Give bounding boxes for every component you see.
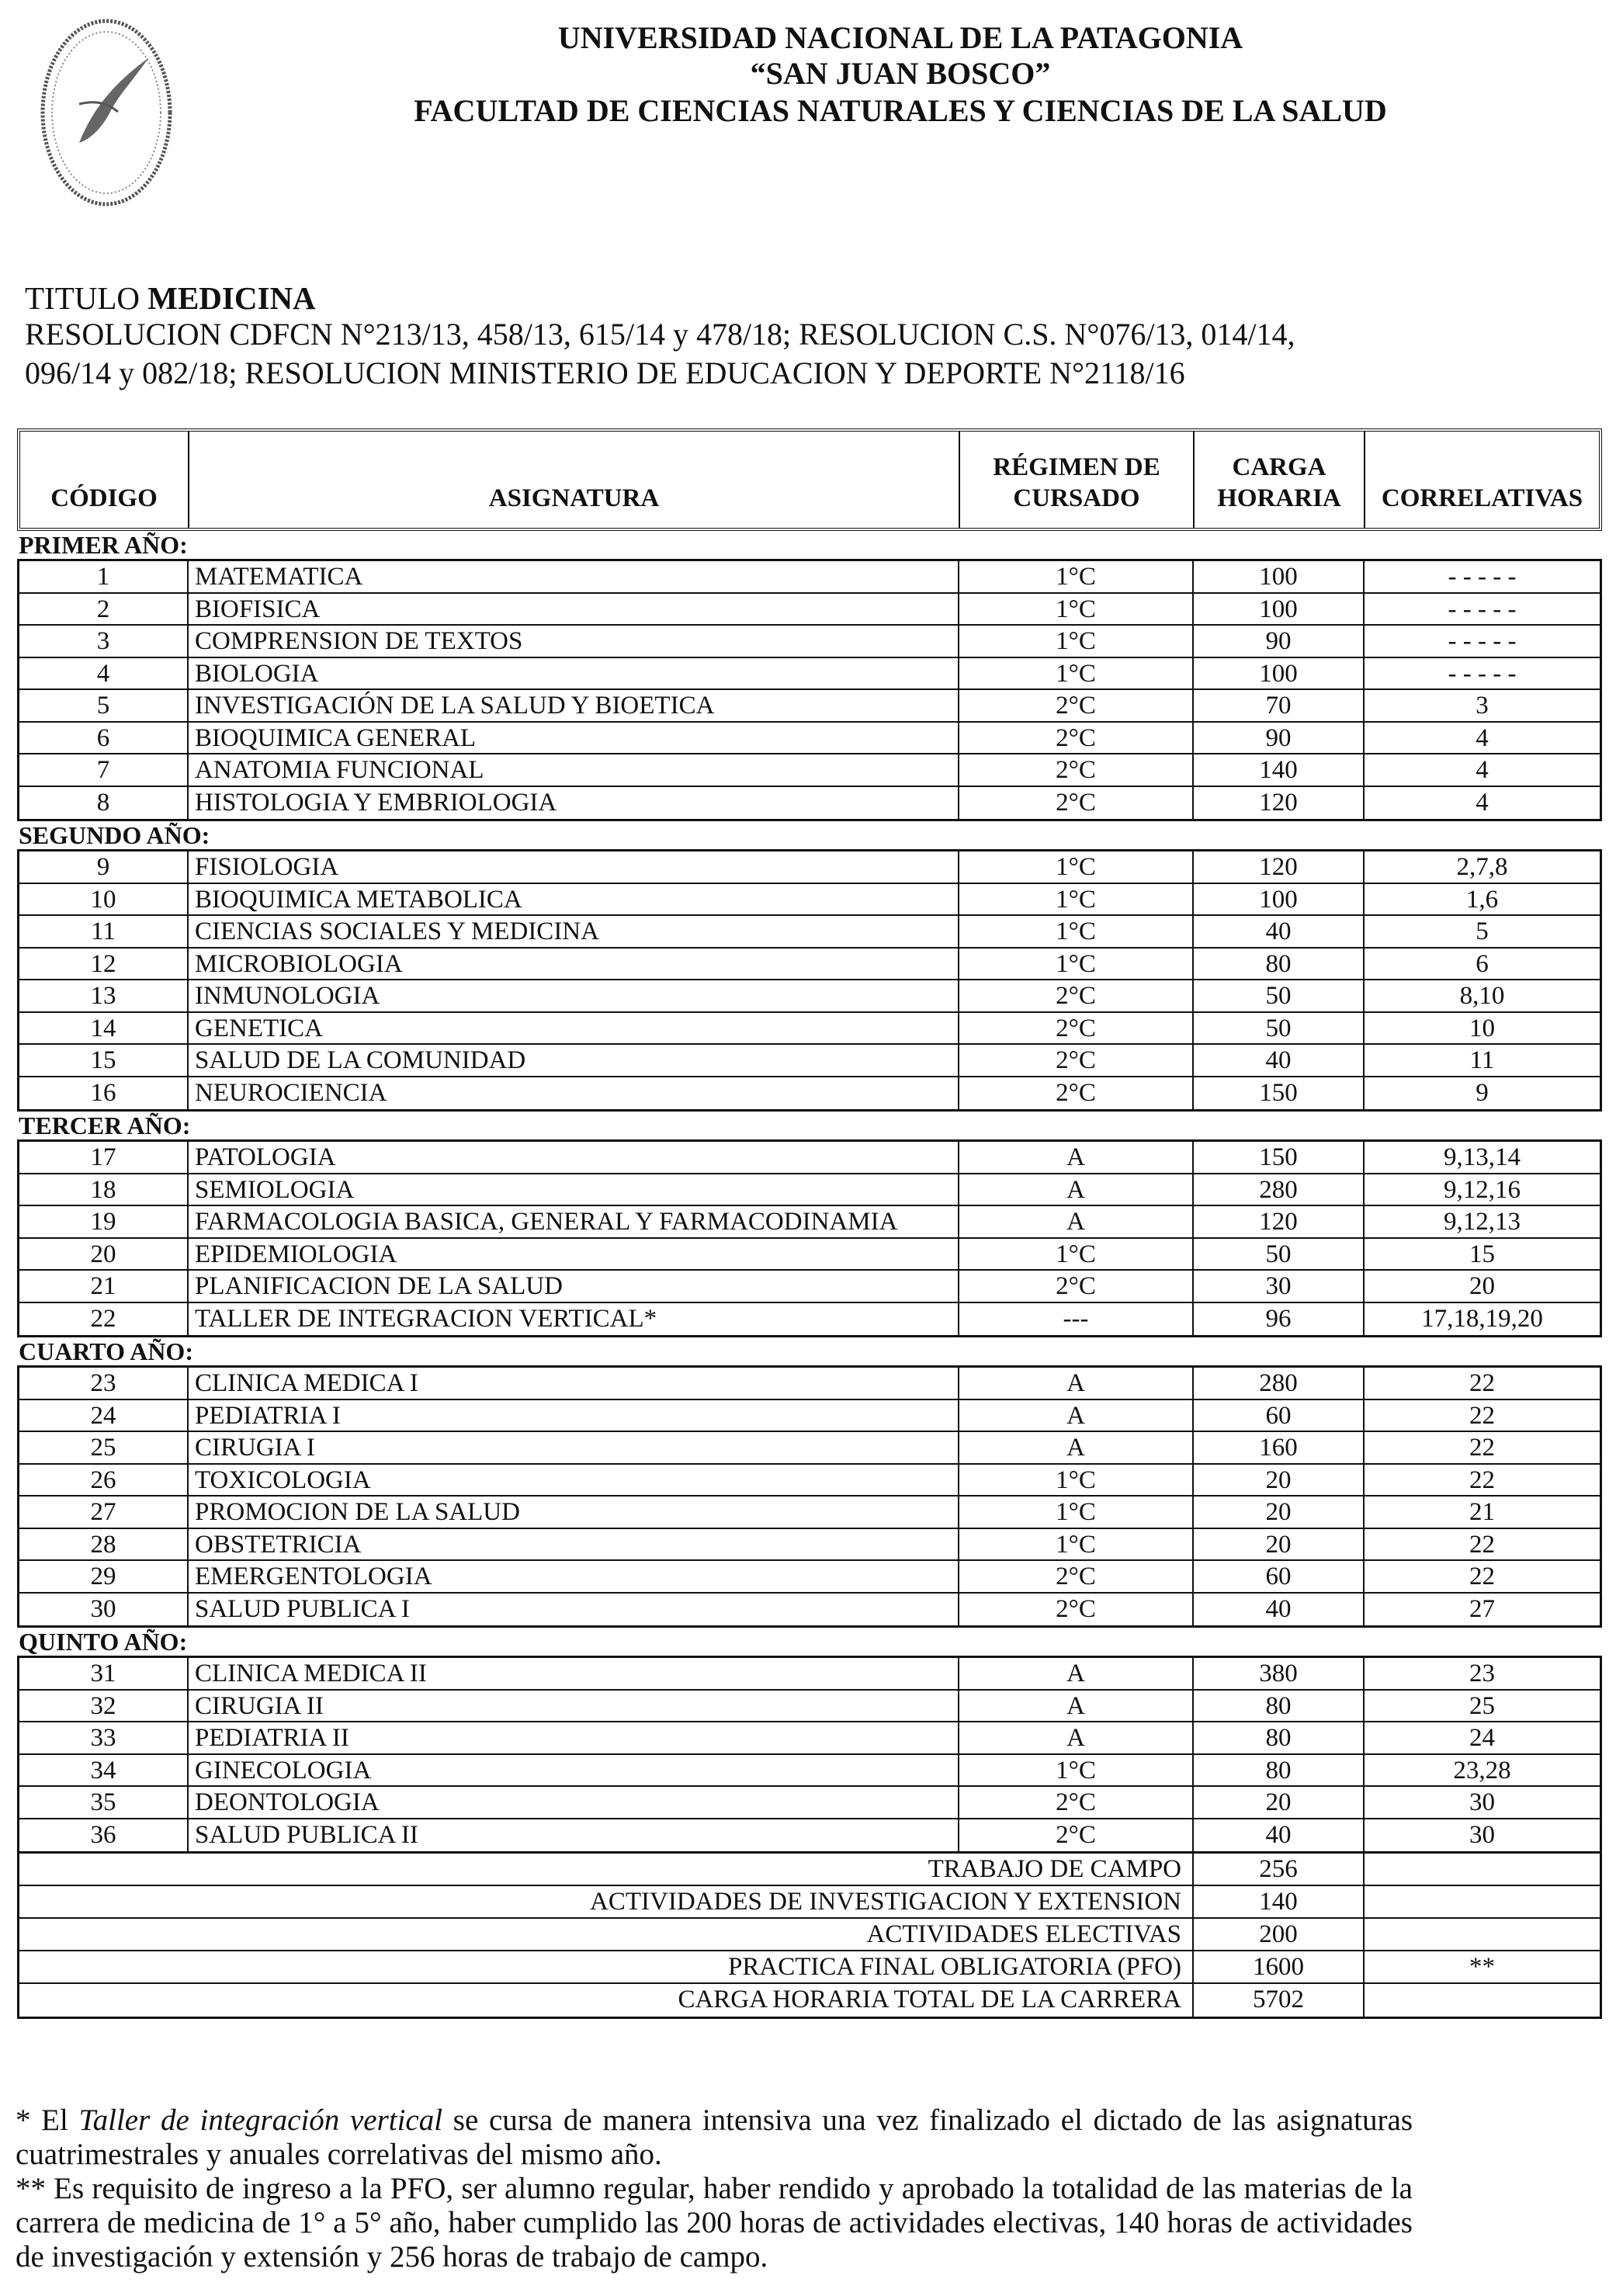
cell-carga: 120: [1194, 787, 1365, 820]
cell-codigo: 13: [19, 980, 189, 1011]
cell-asignatura: BIOQUIMICA GENERAL: [189, 723, 959, 754]
cell-carga: 80: [1194, 1755, 1365, 1786]
table-row: [19, 1077, 1600, 1110]
table-row: [19, 723, 1600, 755]
totals-correlativas: [1365, 1919, 1600, 1950]
table-row: [19, 1722, 1600, 1755]
cell-asignatura: SALUD DE LA COMUNIDAD: [189, 1045, 959, 1076]
cell-codigo: 28: [19, 1529, 189, 1560]
cell-asignatura: NEUROCIENCIA: [189, 1077, 959, 1110]
cell-regimen: A: [959, 1722, 1194, 1753]
col-regimen-line-2: CURSADO: [1013, 484, 1140, 512]
table-row: [19, 787, 1600, 820]
cell-regimen: 2°C: [959, 1077, 1194, 1110]
footnote-1-italic: Taller de integración vertical: [78, 2104, 443, 2137]
cell-correlativas: 23,28: [1453, 1756, 1511, 1784]
faculty-name: FACULTAD DE CIENCIAS NATURALES Y CIENCIAS DE LA SALUD: [414, 93, 1387, 128]
cell-regimen: A: [959, 1174, 1194, 1205]
col-regimen-line-1: RÉGIMEN DE: [993, 453, 1160, 481]
cell-codigo: 33: [19, 1722, 189, 1753]
cell-carga: 280: [1194, 1174, 1365, 1205]
cell-regimen: 2°C: [959, 1594, 1194, 1626]
totals-table: [17, 1854, 1602, 2019]
cell-asignatura: CIRUGIA I: [189, 1432, 959, 1463]
cell-asignatura: HISTOLOGIA Y EMBRIOLOGIA: [189, 787, 959, 820]
cell-correlativas: 22: [1469, 1562, 1495, 1590]
cell-carga: 40: [1194, 916, 1365, 947]
cell-asignatura: EMERGENTOLOGIA: [189, 1561, 959, 1592]
cell-carga: 100: [1194, 594, 1365, 625]
table-row: [19, 1658, 1600, 1691]
cell-correlativas: 9: [1476, 1078, 1489, 1107]
table-row: [19, 1013, 1600, 1046]
cell-codigo: 23: [19, 1368, 189, 1399]
study-plan-table: [17, 428, 1602, 2019]
totals-correlativas: [1365, 1886, 1600, 1917]
cell-correlativas: - - - - -: [1448, 627, 1517, 655]
cell-carga: 120: [1194, 851, 1365, 883]
cell-correlativas: 22: [1469, 1369, 1495, 1397]
cell-asignatura: DEONTOLOGIA: [189, 1787, 959, 1818]
table-row: [19, 1239, 1600, 1271]
cell-carga: 100: [1194, 884, 1365, 915]
cell-carga: 150: [1194, 1142, 1365, 1173]
cell-asignatura: ANATOMIA FUNCIONAL: [189, 754, 959, 786]
footnote-1: [16, 2104, 1413, 2172]
cell-correlativas: 22: [1469, 1530, 1495, 1559]
cell-regimen: A: [959, 1400, 1194, 1431]
footnote-1-text: se cursa de manera intensiva una vez finalizado el dictado de las asignaturas cuatrimestrales y anuales correlativas del mismo año.: [16, 2104, 1413, 2171]
footnote-1-marker: * El: [16, 2104, 79, 2137]
cell-asignatura: EPIDEMIOLOGIA: [189, 1239, 959, 1270]
cell-asignatura: BIOQUIMICA METABOLICA: [189, 884, 959, 915]
cell-correlativas: 23: [1469, 1660, 1495, 1687]
cell-correlativas: 20: [1469, 1272, 1495, 1300]
cell-regimen: 2°C: [959, 723, 1194, 754]
year-sections: [17, 531, 1602, 1854]
cell-carga: 380: [1194, 1658, 1365, 1689]
year-section-label: CUARTO AÑO:: [17, 1337, 1602, 1368]
cell-asignatura: PATOLOGIA: [189, 1142, 959, 1173]
cell-asignatura: SEMIOLOGIA: [189, 1174, 959, 1205]
table-row: [19, 1819, 1600, 1852]
cell-codigo: 1: [19, 561, 189, 592]
cell-asignatura: BIOFISICA: [189, 594, 959, 625]
cell-asignatura: CLINICA MEDICA II: [189, 1658, 959, 1689]
cell-correlativas: - - - - -: [1448, 595, 1517, 623]
cell-regimen: 1°C: [959, 949, 1194, 980]
cell-codigo: 12: [19, 949, 189, 980]
cell-carga: 20: [1194, 1529, 1365, 1560]
cell-carga: 20: [1194, 1465, 1365, 1496]
cell-correlativas: 30: [1469, 1820, 1495, 1849]
cell-carga: 90: [1194, 723, 1365, 754]
cell-asignatura: COMPRENSION DE TEXTOS: [189, 626, 959, 657]
col-carga-line-1: CARGA: [1232, 453, 1326, 481]
cell-asignatura: FARMACOLOGIA BASICA, GENERAL Y FARMACODINAMIA: [189, 1206, 959, 1237]
resolution-text: [25, 315, 1577, 393]
cell-regimen: 2°C: [959, 1271, 1194, 1302]
cell-correlativas: - - - - -: [1448, 659, 1517, 688]
cell-carga: 40: [1194, 1819, 1365, 1852]
cell-regimen: 2°C: [959, 1013, 1194, 1044]
table-row: [19, 1529, 1600, 1562]
cell-codigo: 14: [19, 1013, 189, 1044]
cell-codigo: 4: [19, 658, 189, 689]
cell-regimen: 1°C: [959, 1465, 1194, 1496]
cell-asignatura: GENETICA: [189, 1013, 959, 1044]
col-codigo: CÓDIGO: [20, 432, 189, 528]
cell-asignatura: INVESTIGACIÓN DE LA SALUD Y BIOETICA: [189, 690, 959, 721]
cell-codigo: 32: [19, 1691, 189, 1722]
cell-codigo: 22: [19, 1303, 189, 1336]
cell-carga: 80: [1194, 1722, 1365, 1753]
table-row: [19, 626, 1600, 658]
cell-carga: 80: [1194, 1691, 1365, 1722]
totals-row: [19, 1984, 1600, 2017]
cell-regimen: 1°C: [959, 594, 1194, 625]
cell-asignatura: SALUD PUBLICA II: [189, 1819, 959, 1852]
footnote-2: ** Es requisito de ingreso a la PFO, ser alumno regular, haber rendido y aprobado la totalidad de las materias de la carrera de medicina de 1° a 5° año, haber cumplido las 200 horas de actividades electivas, 140 horas de actividades de investigación y extensión y 256 horas de trabajo de campo.: [16, 2172, 1413, 2273]
cell-codigo: 36: [19, 1819, 189, 1852]
col-carga: [1195, 432, 1365, 528]
cell-correlativas: 10: [1469, 1014, 1495, 1042]
cell-correlativas: 4: [1476, 723, 1489, 752]
cell-correlativas: 22: [1469, 1434, 1495, 1462]
totals-row: [19, 1854, 1600, 1886]
cell-regimen: 1°C: [959, 1497, 1194, 1528]
cell-regimen: 2°C: [959, 754, 1194, 786]
table-row: [19, 561, 1600, 594]
table-row: [19, 1400, 1600, 1433]
cell-carga: 20: [1194, 1787, 1365, 1818]
cell-codigo: 16: [19, 1077, 189, 1110]
table-row: [19, 1206, 1600, 1239]
cell-regimen: 1°C: [959, 1755, 1194, 1786]
cell-regimen: 1°C: [959, 658, 1194, 689]
table-row: [19, 916, 1600, 949]
cell-codigo: 10: [19, 884, 189, 915]
cell-correlativas: 30: [1469, 1788, 1495, 1816]
cell-carga: 100: [1194, 658, 1365, 689]
cell-asignatura: PEDIATRIA I: [189, 1400, 959, 1431]
cell-asignatura: PLANIFICACION DE LA SALUD: [189, 1271, 959, 1302]
totals-row: [19, 1919, 1600, 1951]
col-asignatura: ASIGNATURA: [189, 432, 960, 528]
cell-asignatura: SALUD PUBLICA I: [189, 1594, 959, 1626]
cell-correlativas: 11: [1469, 1046, 1495, 1074]
year-section-label: SEGUNDO AÑO:: [17, 821, 1602, 851]
cell-asignatura: PROMOCION DE LA SALUD: [189, 1497, 959, 1528]
table-row: [19, 1432, 1600, 1465]
cell-carga: 40: [1194, 1045, 1365, 1076]
totals-label: PRACTICA FINAL OBLIGATORIA (PFO): [19, 1951, 1194, 1982]
table-row: [19, 1142, 1600, 1174]
cell-codigo: 27: [19, 1497, 189, 1528]
cell-correlativas: 4: [1476, 756, 1489, 784]
cell-correlativas: 24: [1469, 1724, 1495, 1752]
resolution-line-2: 096/14 y 082/18; RESOLUCION MINISTERIO DE EDUCACION Y DEPORTE N°2118/16: [25, 355, 1185, 390]
table-row: [19, 1465, 1600, 1497]
cell-asignatura: FISIOLOGIA: [189, 851, 959, 883]
cell-regimen: 1°C: [959, 916, 1194, 947]
cell-asignatura: MATEMATICA: [189, 561, 959, 592]
cell-regimen: 1°C: [959, 884, 1194, 915]
totals-row: [19, 1886, 1600, 1919]
cell-correlativas: - - - - -: [1448, 563, 1517, 591]
cell-correlativas: 5: [1476, 917, 1489, 945]
cell-regimen: 1°C: [959, 851, 1194, 883]
cell-carga: 30: [1194, 1271, 1365, 1302]
cell-codigo: 3: [19, 626, 189, 657]
cell-asignatura: CIENCIAS SOCIALES Y MEDICINA: [189, 916, 959, 947]
table-row: [19, 1691, 1600, 1723]
cell-codigo: 6: [19, 723, 189, 754]
cell-regimen: A: [959, 1206, 1194, 1237]
cell-codigo: 15: [19, 1045, 189, 1076]
cell-codigo: 19: [19, 1206, 189, 1237]
totals-value: 5702: [1194, 1984, 1365, 2017]
cell-regimen: A: [959, 1691, 1194, 1722]
cell-correlativas: 22: [1469, 1465, 1495, 1494]
table-row: [19, 754, 1600, 787]
cell-correlativas: 9,12,13: [1444, 1208, 1521, 1236]
cell-regimen: 1°C: [959, 626, 1194, 657]
cell-carga: 280: [1194, 1368, 1365, 1399]
cell-asignatura: INMUNOLOGIA: [189, 980, 959, 1011]
cell-correlativas: 22: [1469, 1401, 1495, 1430]
cell-codigo: 25: [19, 1432, 189, 1463]
cell-carga: 50: [1194, 1013, 1365, 1044]
degree-title: [25, 279, 316, 317]
degree-title-prefix: TITULO: [25, 280, 148, 316]
cell-codigo: 21: [19, 1271, 189, 1302]
cell-carga: 100: [1194, 561, 1365, 592]
year-section-rows: [17, 561, 1602, 821]
table-row: [19, 1497, 1600, 1529]
totals-row: [19, 1951, 1600, 1984]
cell-correlativas: 6: [1476, 949, 1489, 978]
cell-correlativas: 9,13,14: [1444, 1143, 1521, 1171]
cell-asignatura: GINECOLOGIA: [189, 1755, 959, 1786]
totals-value: 256: [1194, 1854, 1365, 1885]
table-row: [19, 690, 1600, 723]
year-section-rows: [17, 851, 1602, 1112]
cell-correlativas: 25: [1469, 1691, 1495, 1720]
cell-codigo: 35: [19, 1787, 189, 1818]
table-row: [19, 1561, 1600, 1594]
cell-carga: 60: [1194, 1400, 1365, 1431]
cell-regimen: ---: [959, 1303, 1194, 1336]
university-seal-logo: [33, 11, 180, 214]
cell-asignatura: BIOLOGIA: [189, 658, 959, 689]
cell-regimen: 2°C: [959, 980, 1194, 1011]
cell-asignatura: OBSTETRICIA: [189, 1529, 959, 1560]
cell-regimen: 2°C: [959, 1819, 1194, 1852]
cell-regimen: 2°C: [959, 787, 1194, 820]
cell-carga: 90: [1194, 626, 1365, 657]
cell-carga: 40: [1194, 1594, 1365, 1626]
cell-codigo: 29: [19, 1561, 189, 1592]
university-subtitle: “SAN JUAN BOSCO”: [750, 56, 1051, 91]
table-row: [19, 1594, 1600, 1626]
cell-regimen: A: [959, 1432, 1194, 1463]
cell-regimen: 2°C: [959, 1045, 1194, 1076]
cell-codigo: 31: [19, 1658, 189, 1689]
cell-correlativas: 2,7,8: [1456, 853, 1508, 881]
cell-codigo: 26: [19, 1465, 189, 1496]
cell-regimen: 2°C: [959, 1561, 1194, 1592]
cell-regimen: 1°C: [959, 561, 1194, 592]
cell-codigo: 11: [19, 916, 189, 947]
university-name: UNIVERSIDAD NACIONAL DE LA PATAGONIA: [557, 20, 1243, 55]
cell-regimen: 1°C: [959, 1239, 1194, 1270]
cell-carga: 50: [1194, 1239, 1365, 1270]
totals-label: CARGA HORARIA TOTAL DE LA CARRERA: [19, 1984, 1194, 2017]
cell-regimen: 2°C: [959, 1787, 1194, 1818]
table-row: [19, 1174, 1600, 1207]
year-section-label: TERCER AÑO:: [17, 1112, 1602, 1142]
totals-value: 200: [1194, 1919, 1365, 1950]
table-row: [19, 851, 1600, 884]
cell-asignatura: TALLER DE INTEGRACION VERTICAL*: [189, 1303, 959, 1336]
cell-correlativas: 8,10: [1459, 982, 1505, 1010]
table-row: [19, 884, 1600, 917]
table-row: [19, 1368, 1600, 1400]
year-section-rows: [17, 1142, 1602, 1337]
table-row: [19, 594, 1600, 626]
cell-asignatura: PEDIATRIA II: [189, 1722, 959, 1753]
cell-correlativas: 17,18,19,20: [1421, 1304, 1543, 1333]
cell-carga: 80: [1194, 949, 1365, 980]
cell-asignatura: TOXICOLOGIA: [189, 1465, 959, 1496]
cell-codigo: 24: [19, 1400, 189, 1431]
table-row: [19, 1303, 1600, 1336]
year-section-label: QUINTO AÑO:: [17, 1628, 1602, 1658]
cell-codigo: 5: [19, 690, 189, 721]
table-row: [19, 1787, 1600, 1819]
table-row: [19, 1755, 1600, 1788]
cell-carga: 70: [1194, 690, 1365, 721]
cell-carga: 150: [1194, 1077, 1365, 1110]
footnotes: [16, 2104, 1413, 2274]
cell-regimen: 1°C: [959, 1529, 1194, 1560]
cell-regimen: A: [959, 1368, 1194, 1399]
table-row: [19, 1271, 1600, 1303]
cell-regimen: 2°C: [959, 690, 1194, 721]
cell-codigo: 9: [19, 851, 189, 883]
cell-carga: 140: [1194, 754, 1365, 786]
cell-codigo: 8: [19, 787, 189, 820]
col-carga-line-2: HORARIA: [1217, 484, 1341, 512]
cell-correlativas: 15: [1469, 1240, 1495, 1268]
cell-correlativas: 3: [1476, 692, 1489, 720]
degree-name: MEDICINA: [147, 280, 316, 316]
totals-label: ACTIVIDADES DE INVESTIGACION Y EXTENSION: [19, 1886, 1194, 1917]
cell-regimen: A: [959, 1658, 1194, 1689]
cell-codigo: 30: [19, 1594, 189, 1626]
cell-codigo: 17: [19, 1142, 189, 1173]
cell-correlativas: 27: [1469, 1594, 1495, 1623]
cell-regimen: A: [959, 1142, 1194, 1173]
cell-carga: 60: [1194, 1561, 1365, 1592]
col-correlativas: CORRELATIVAS: [1381, 484, 1583, 512]
cell-codigo: 34: [19, 1755, 189, 1786]
cell-carga: 20: [1194, 1497, 1365, 1528]
year-section-label: PRIMER AÑO:: [17, 531, 1602, 561]
cell-carga: 96: [1194, 1303, 1365, 1336]
cell-codigo: 18: [19, 1174, 189, 1205]
cell-carga: 120: [1194, 1206, 1365, 1237]
col-regimen: [960, 432, 1195, 528]
totals-correlativas: [1365, 1854, 1600, 1885]
totals-correlativas: **: [1469, 1953, 1495, 1981]
totals-value: 140: [1194, 1886, 1365, 1917]
table-header: [17, 428, 1602, 531]
year-section-rows: [17, 1658, 1602, 1854]
cell-carga: 160: [1194, 1432, 1365, 1463]
cell-correlativas: 9,12,16: [1444, 1175, 1521, 1204]
totals-value: 1600: [1194, 1951, 1365, 1982]
table-row: [19, 1045, 1600, 1077]
cell-asignatura: CIRUGIA II: [189, 1691, 959, 1722]
cell-carga: 50: [1194, 980, 1365, 1011]
table-row: [19, 658, 1600, 691]
cell-correlativas: 4: [1476, 788, 1489, 817]
totals-correlativas: [1365, 1984, 1600, 2017]
cell-codigo: 2: [19, 594, 189, 625]
cell-asignatura: CLINICA MEDICA I: [189, 1368, 959, 1399]
year-section-rows: [17, 1368, 1602, 1628]
cell-asignatura: MICROBIOLOGIA: [189, 949, 959, 980]
cell-correlativas: 1,6: [1465, 885, 1499, 914]
totals-label: ACTIVIDADES ELECTIVAS: [19, 1919, 1194, 1950]
resolution-line-1: RESOLUCION CDFCN N°213/13, 458/13, 615/14 y 478/18; RESOLUCION C.S. N°076/13, 014/14,: [25, 317, 1295, 352]
cell-codigo: 7: [19, 754, 189, 786]
cell-codigo: 20: [19, 1239, 189, 1270]
table-row: [19, 949, 1600, 981]
totals-label: TRABAJO DE CAMPO: [19, 1854, 1194, 1885]
table-row: [19, 980, 1600, 1013]
cell-correlativas: 21: [1469, 1498, 1495, 1526]
